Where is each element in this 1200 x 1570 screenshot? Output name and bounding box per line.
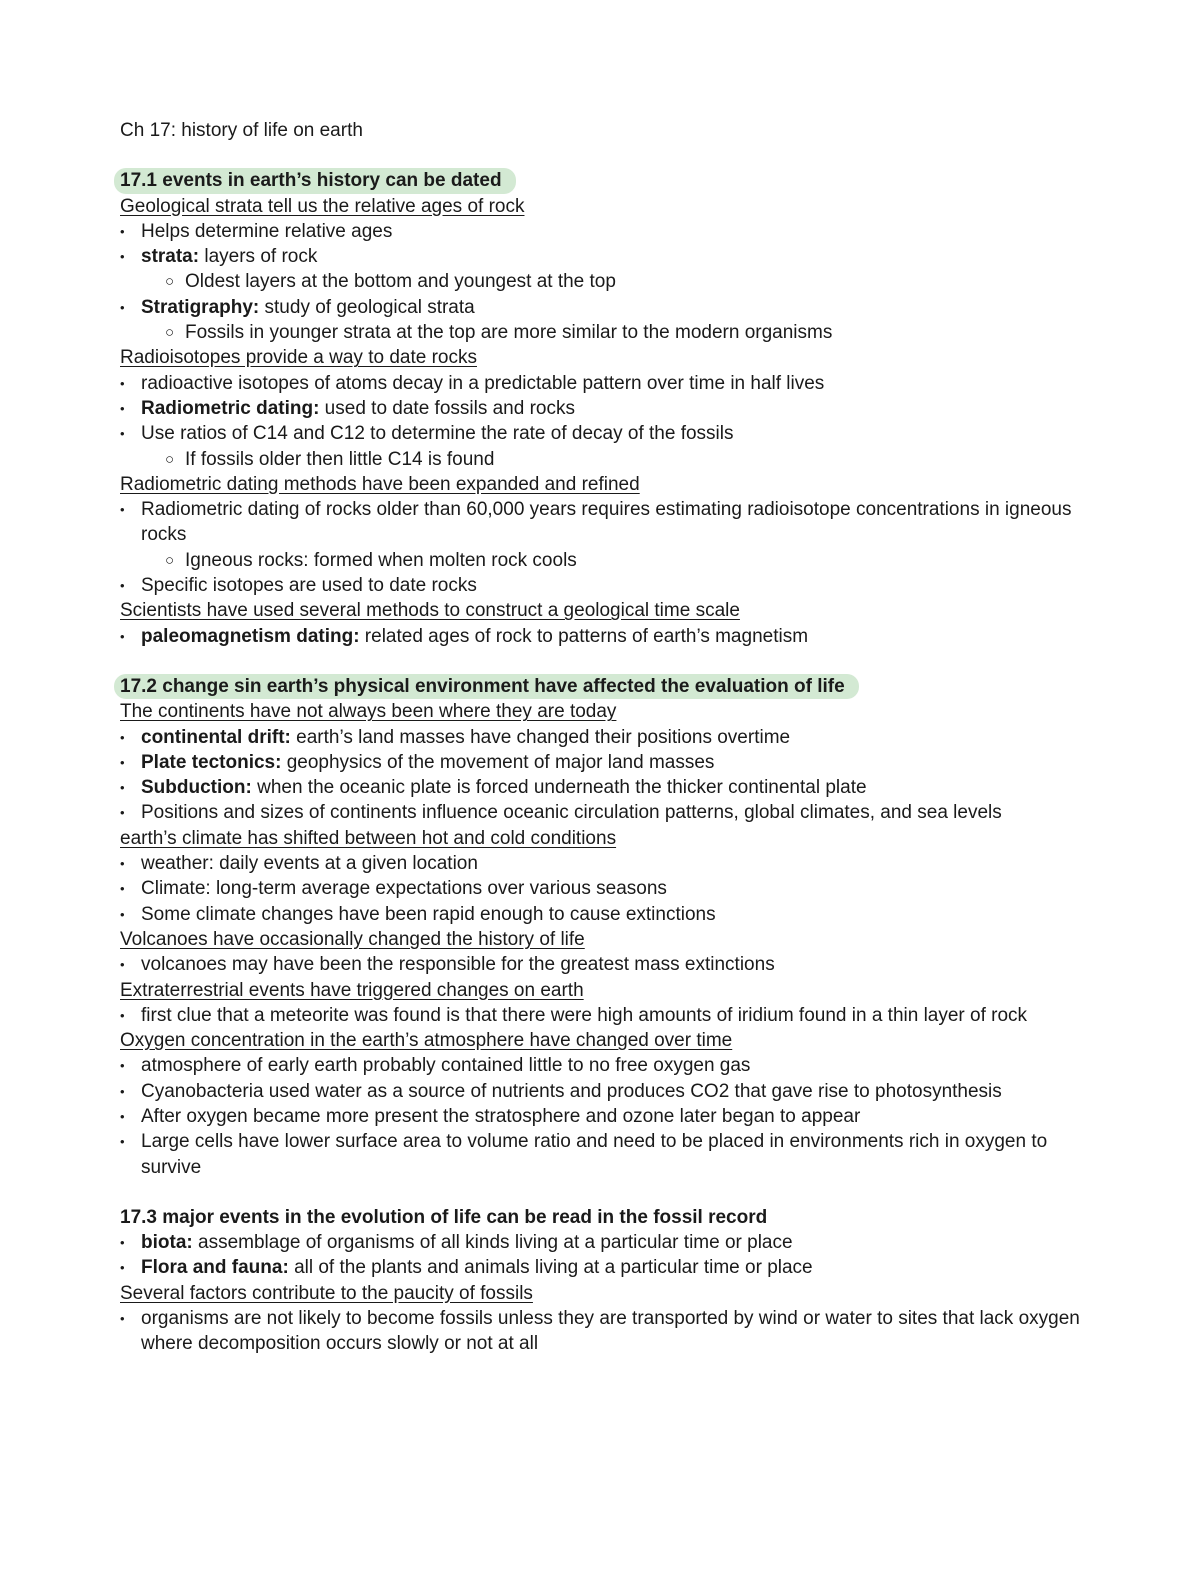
bullet-term: paleomagnetism dating: xyxy=(141,625,360,647)
subheading: Radiometric dating methods have been expanded and refined xyxy=(120,473,640,495)
bullet-item xyxy=(120,295,1080,320)
section-2 xyxy=(120,674,1080,1180)
bullet-item xyxy=(120,1129,1080,1180)
sub-bullet-item: ○ Oldest layers at the bottom and youngest at the top xyxy=(120,269,1080,294)
section-heading: 17.3 major events in the evolution of life can be read in the fossil record xyxy=(120,1206,768,1228)
bullet-text: volcanoes may have been the responsible for the greatest mass extinctions xyxy=(141,954,775,976)
bullet-text: layers of rock xyxy=(199,246,318,268)
sub-bullet-item: ○ If fossils older then little C14 is found xyxy=(120,447,1080,472)
subheading: Scientists have used several methods to construct a geological time scale xyxy=(120,600,740,622)
bullet-item xyxy=(120,750,1080,775)
bullet-item xyxy=(120,624,1080,649)
sub-bullet-item: ○ Fossils in younger strata at the top are more similar to the modern organisms xyxy=(120,320,1080,345)
section-3 xyxy=(120,1205,1080,1357)
bullet-item xyxy=(120,800,1080,825)
subheading: Oxygen concentration in the earth’s atmosphere have changed over time xyxy=(120,1030,733,1052)
bullet-text: Cyanobacteria used water as a source of nutrients and produces CO2 that gave rise to photosynthesis xyxy=(141,1080,1002,1102)
bullet-term: Stratigraphy: xyxy=(141,296,260,318)
section-heading: 17.2 change sin earth’s physical environment have affected the evaluation of life xyxy=(114,674,859,699)
bullet-text: related ages of rock to patterns of earth’s magnetism xyxy=(359,625,809,647)
document-title: Ch 17: history of life on earth xyxy=(120,120,363,141)
bullet-text: when the oceanic plate is forced underneath the thicker continental plate xyxy=(251,777,867,799)
subheading: Volcanoes have occasionally changed the history of life xyxy=(120,928,585,950)
bullet-text: study of geological strata xyxy=(259,296,475,318)
bullet-term: Subduction: xyxy=(141,777,252,799)
bullet-item xyxy=(120,1255,1080,1280)
bullet-item xyxy=(120,775,1080,800)
bullet-item xyxy=(120,1079,1080,1104)
bullet-item xyxy=(120,902,1080,927)
bullet-text: Radiometric dating of rocks older than 60,000 years requires estimating radioisotope concentrations in igneous rocks xyxy=(141,499,1072,546)
bullet-item xyxy=(120,1003,1080,1028)
bullet-text: Helps determine relative ages xyxy=(141,220,393,242)
bullet-text: first clue that a meteorite was found is that there were high amounts of iridium found in a thin layer of rock xyxy=(141,1004,1028,1026)
bullet-text: weather: daily events at a given location xyxy=(141,853,478,875)
bullet-item xyxy=(120,573,1080,598)
bullet-term: continental drift: xyxy=(141,726,291,748)
bullet-text: After oxygen became more present the stratosphere and ozone later began to appear xyxy=(141,1105,861,1127)
bullet-text: earth’s land masses have changed their positions overtime xyxy=(290,726,791,748)
bullet-text: assemblage of organisms of all kinds living at a particular time or place xyxy=(192,1232,793,1254)
sections-container xyxy=(120,168,1080,1356)
bullet-text: used to date fossils and rocks xyxy=(319,397,575,419)
subheading: Several factors contribute to the paucity of fossils xyxy=(120,1282,533,1304)
bullet-text: Large cells have lower surface area to volume ratio and need to be placed in environments rich in oxygen to survive xyxy=(141,1131,1048,1178)
section-1 xyxy=(120,168,1080,649)
bullet-term: Plate tectonics: xyxy=(141,751,282,773)
bullet-item xyxy=(120,497,1080,548)
bullet-term: biota: xyxy=(141,1232,193,1254)
bullet-text: Specific isotopes are used to date rocks xyxy=(141,575,477,597)
sub-bullet-item: ○ Igneous rocks: formed when molten rock cools xyxy=(120,548,1080,573)
bullet-text: radioactive isotopes of atoms decay in a predictable pattern over time in half lives xyxy=(141,372,825,394)
section-heading: 17.1 events in earth’s history can be dated xyxy=(114,168,516,193)
bullet-text: organisms are not likely to become fossils unless they are transported by wind or water to sites that lack oxygen where decomposition occurs slowly or not at all xyxy=(141,1308,1080,1355)
bullet-text: Some climate changes have been rapid enough to cause extinctions xyxy=(141,903,716,925)
bullet-term: Flora and fauna: xyxy=(141,1257,289,1279)
bullet-item xyxy=(120,1230,1080,1255)
bullet-item xyxy=(120,421,1080,446)
bullet-item xyxy=(120,876,1080,901)
bullet-item xyxy=(120,219,1080,244)
subheading: Extraterrestrial events have triggered changes on earth xyxy=(120,979,584,1001)
subheading: Geological strata tell us the relative ages of rock xyxy=(120,195,525,217)
bullet-text: Positions and sizes of continents influence oceanic circulation patterns, global climates, and sea levels xyxy=(141,802,1002,824)
bullet-text: atmosphere of early earth probably contained little to no free oxygen gas xyxy=(141,1055,751,1077)
bullet-item xyxy=(120,1104,1080,1129)
bullet-text: Use ratios of C14 and C12 to determine the rate of decay of the fossils xyxy=(141,423,734,445)
bullet-text: all of the plants and animals living at a particular time or place xyxy=(288,1257,813,1279)
bullet-text: Climate: long-term average expectations over various seasons xyxy=(141,878,667,900)
subheading: The continents have not always been where they are today xyxy=(120,701,617,723)
subheading: earth’s climate has shifted between hot and cold conditions xyxy=(120,827,617,849)
bullet-item xyxy=(120,952,1080,977)
bullet-item xyxy=(120,1053,1080,1078)
bullet-item xyxy=(120,851,1080,876)
bullet-term: Radiometric dating: xyxy=(141,397,320,419)
bullet-term: strata: xyxy=(141,246,200,268)
bullet-item xyxy=(120,244,1080,269)
bullet-item xyxy=(120,725,1080,750)
bullet-item xyxy=(120,371,1080,396)
bullet-item xyxy=(120,1306,1080,1357)
bullet-item xyxy=(120,396,1080,421)
document-page xyxy=(120,118,1080,1382)
bullet-text: geophysics of the movement of major land masses xyxy=(281,751,715,773)
subheading: Radioisotopes provide a way to date rocks xyxy=(120,347,477,369)
